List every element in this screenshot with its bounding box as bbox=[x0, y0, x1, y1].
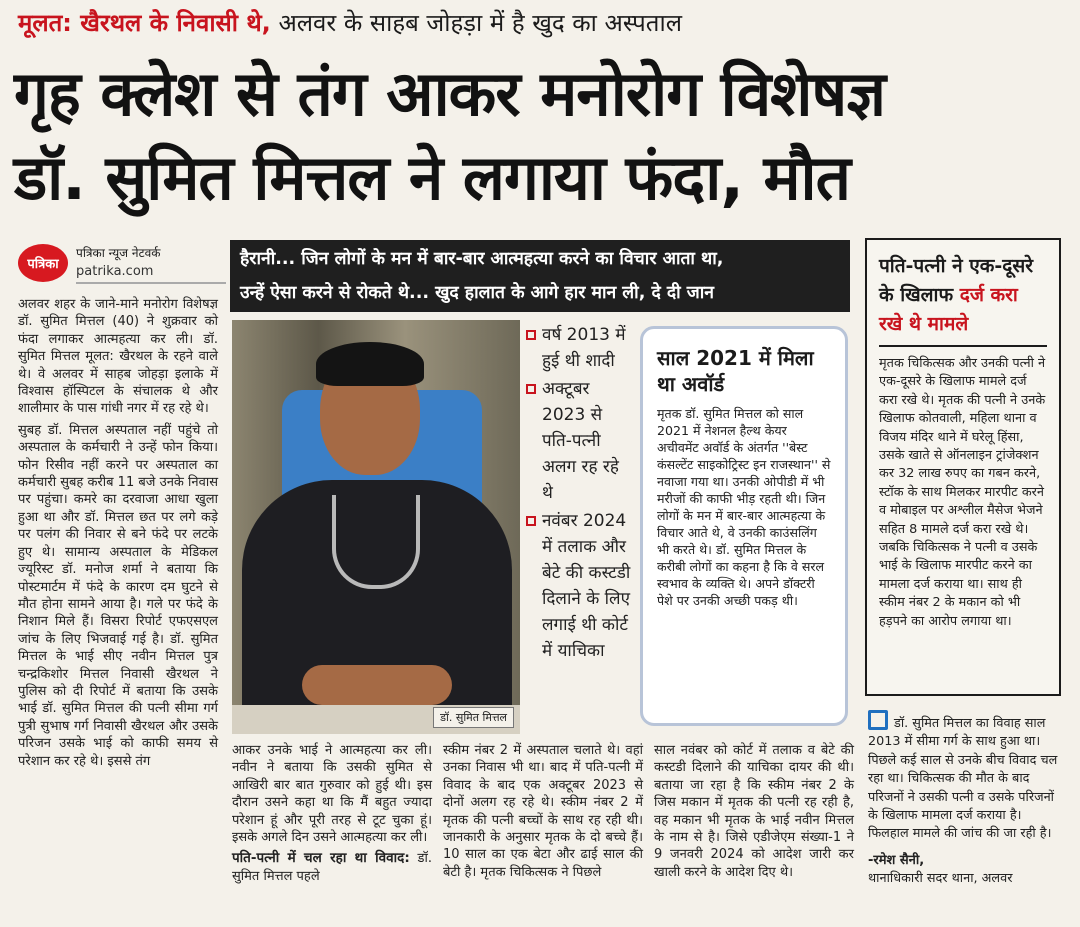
kicker bbox=[18, 6, 682, 39]
article-column-3 bbox=[443, 742, 643, 885]
timeline-item bbox=[526, 322, 634, 374]
headline-line1: गृह क्लेश से तंग आकर मनोरोग विशेषज्ञ bbox=[14, 57, 885, 130]
quote-designation: थानाधिकारी सदर थाना, अलवर bbox=[868, 871, 1013, 887]
col1-para1: अलवर शहर के जाने-माने मनोरोग विशेषज्ञ डॉ. सुमित मित्तल (40) ने शुक्रवार को फंदा लगाकर आत्महत्या कर ली। डॉ. सुमित मित्तल मूलत: खैरथल के रहने वाले थे। वे अलवर में साहब जोहड़ा इलाके में विश्वास हॉस्पिटल के संचालक थे और शालीमार के पास गांधी नगर में रह रहे थे। bbox=[18, 297, 218, 417]
col2-subhead: पति-पत्नी में चल रहा था विवाद: bbox=[232, 850, 410, 867]
sidebar-title-red: दर्ज करा रखे थे मामले bbox=[879, 284, 1018, 335]
col4-para1: साल नवंबर को कोर्ट में तलाक व बेटे की कस्टडी दिलाने की याचिका दायर की थी। बताया जा रहा है कि स्कीम नंबर 2 के जिस मकान में मृतक की पत्नी रह रही है, वह मकान भी मृतक के भाई नवीन मित्तल के नाम से है। जिसे एडीजेएम संख्या-1 ने 9 जनवरी 2024 को आदेश जारी कर खाली करने के आदेश दिए थे। bbox=[654, 743, 854, 880]
article-column-2 bbox=[232, 742, 432, 889]
award-text: मृतक डॉ. सुमित मित्तल को साल 2021 में नेशनल हैल्थ केयर अचीवमेंट अवॉर्ड के अंतर्गत ''बेस्ट कंसल्टेंट साइकोट्रिस्ट इन राजस्थान'' से नवाजा गया था। उनकी ओपीडी में भी मरीजों की काफी भीड़ रहती थी। जिन लोगों के मन में बार-बार आत्महत्या के विचार आते थे, वे उनकी काउंसलिंग भी करते थे। डॉ. सुमित मित्तल के करीबी लोगों का कहना है कि वे सरल स्वभाव के व्यक्ति थे। अपने डॉक्टरी पेशे पर उनकी अच्छी पकड़ थी। bbox=[657, 406, 831, 608]
brand-site: patrika.com bbox=[76, 264, 154, 279]
photo-hair bbox=[316, 342, 424, 386]
award-title: साल 2021 में मिला था अवॉर्ड bbox=[657, 346, 814, 396]
highlight-box bbox=[230, 240, 850, 312]
sidebar-title-black: पति-पत्नी ने एक-दूसरे के खिलाफ bbox=[879, 255, 1033, 306]
kicker-black: अलवर के साहब जोहड़ा में है खुद का अस्पताल bbox=[270, 9, 682, 37]
police-quote bbox=[868, 710, 1064, 889]
bullet-square-icon bbox=[526, 516, 536, 526]
timeline-text: अक्टूबर 2023 से पति-पत्नी अलग रह रहे थे bbox=[542, 379, 619, 503]
patrika-logo: पत्रिका bbox=[18, 244, 68, 282]
brand-block bbox=[18, 242, 223, 288]
kicker-red: मूलत: खैरथल के निवासी थे, bbox=[18, 9, 271, 37]
bullet-square-icon bbox=[526, 330, 536, 340]
brand-rule bbox=[76, 282, 226, 284]
brand-network: पत्रिका न्यूज नेटवर्क bbox=[76, 246, 161, 260]
quote-icon bbox=[868, 710, 888, 730]
sidebar-text: मृतक चिकित्सक और उनकी पत्नी ने एक-दूसरे के खिलाफ मामले दर्ज करा रखे थे। मृतक की पत्नी ने उनके खिलाफ कोतवाली, महिला थाना व विजय मंदिर थाने में घरेलू हिंसा, उसके खाते से ऑनलाइन ट्रांजेक्शन कर 32 लाख रुपए का गबन करने, स्टॉक के साथ मिलकर मारपीट करने व मोबाइल पर अश्लील मैसेज भेजने सहित 8 मामले दर्ज करा रखे थे। जबकि चिकित्सक ने पत्नी व उसके भाई के खिलाफ मारपीट करने का मामला दर्ज कराया था। साथ ही स्कीम नंबर 2 के मकान को भी हड़पने का आरोप लगाया था। bbox=[879, 356, 1046, 629]
quote-text: डॉ. सुमित मित्तल का विवाह साल 2013 में सीमा गर्ग के साथ हुआ था। पिछले कई साल से उनके बीच विवाद चल रहा था। चिकित्सक की मौत के बाद परिजनों ने उसकी पत्नी व उसके परिजनों के खिलाफ मामला दर्ज कराया है। फिलहाल मामले की जांच की जा रही है। bbox=[868, 716, 1058, 842]
stethoscope-shape bbox=[332, 495, 420, 589]
quote-signature: -रमेश सैनी, bbox=[868, 852, 925, 868]
photo-hands bbox=[302, 665, 452, 705]
timeline-text: वर्ष 2013 में हुई थी शादी bbox=[542, 325, 626, 371]
timeline bbox=[526, 322, 634, 666]
col2-para2 bbox=[232, 850, 432, 885]
doctor-photo bbox=[232, 320, 520, 734]
photo-caption: डॉ. सुमित मित्तल bbox=[433, 707, 514, 728]
headline-line2: डॉ. सुमित मित्तल ने लगाया फंदा, मौत bbox=[14, 141, 850, 214]
col3-para1: स्कीम नंबर 2 में अस्पताल चलाते थे। वहां उनका निवास भी था। बाद में पति-पत्नी में विवाद के बाद एक अक्टूबर 2023 से दोनों अलग रह रहे थे। स्कीम नंबर 2 में मृतक की पत्नी बच्चों के साथ रह रही थी। जानकारी के अनुसार मृतक के दो बच्चे हैं। 10 साल का एक बेटा और ढाई साल की बेटी है। मृतक चिकित्सक ने पिछले bbox=[443, 743, 643, 880]
article-column-1 bbox=[18, 296, 218, 774]
sidebar-box bbox=[865, 238, 1061, 696]
timeline-text: नवंबर 2024 में तलाक और बेटे की कस्टडी दिलाने के लिए लगाई थी कोर्ट में याचिका bbox=[542, 511, 631, 661]
col2-para2-text: डॉ. सुमित मित्तल पहले bbox=[232, 851, 432, 884]
sidebar-title bbox=[879, 252, 1047, 347]
timeline-item bbox=[526, 376, 634, 506]
timeline-item bbox=[526, 508, 634, 664]
col1-para2: सुबह डॉ. मित्तल अस्पताल नहीं पहुंचे तो अस्पताल के कर्मचारी ने उन्हें फोन किया। फोन रिसीव नहीं करने पर अस्पताल का कर्मचारी सुबह करीब 11 बजे उनके निवास पर पहुंचा। कमरे का दरवाजा आधा खुला हुआ था और डॉ. मित्तल छत पर लगे कड़े पर पलंग की निवार से बने फंदे पर लटके हुए थे। सामान्य अस्पताल के मेडिकल ज्यूरिस्ट डॉ. मनोज शर्मा ने बताया कि पोस्टमार्टम में फंदे के कारण दम घुटने से मौत होना सामने आया है। गले पर फंदे के निशान मिले हैं। विसरा रिपोर्ट एफएसएल जांच के लिए भिजवाई गई है। डॉ. सुमित मित्तल के भाई सीए नवीन मित्तल पुत्र चन्द्रकिशोर मित्तल निवासी खैरथल ने पुलिस को दी रिपोर्ट में बताया कि उसके भाई डॉ. सुमित मित्तल की पत्नी सीमा गर्ग पुत्री सुभाष गर्ग निवासी खैरथल और उसके परिजन उसके भाई को काफी समय से परेशान कर रहे थे। इससे तंग bbox=[18, 422, 218, 769]
highlight-line2: उन्हें ऐसा करने से रोकते थे... खुद हालात के आगे हार मान ली, दे दी जान bbox=[240, 283, 714, 303]
bullet-square-icon bbox=[526, 384, 536, 394]
article-column-4 bbox=[654, 742, 854, 885]
col2-para1: आकर उनके भाई ने आत्महत्या कर ली। नवीन ने बताया कि उसकी सुमित से आखिरी बार बात गुरुवार को हुई थी। इस दौरान उसने कहा था कि मैं बहुत ज्यादा परेशान हूं और पूरी तरह से टूट चुका हूं। इसके अगले दिन उसने आत्महत्या कर ली। bbox=[232, 743, 432, 846]
award-box bbox=[640, 326, 848, 726]
headline bbox=[14, 52, 1064, 220]
highlight-line1: हैरानी... जिन लोगों के मन में बार-बार आत्महत्या करने का विचार आता था, bbox=[240, 249, 724, 269]
